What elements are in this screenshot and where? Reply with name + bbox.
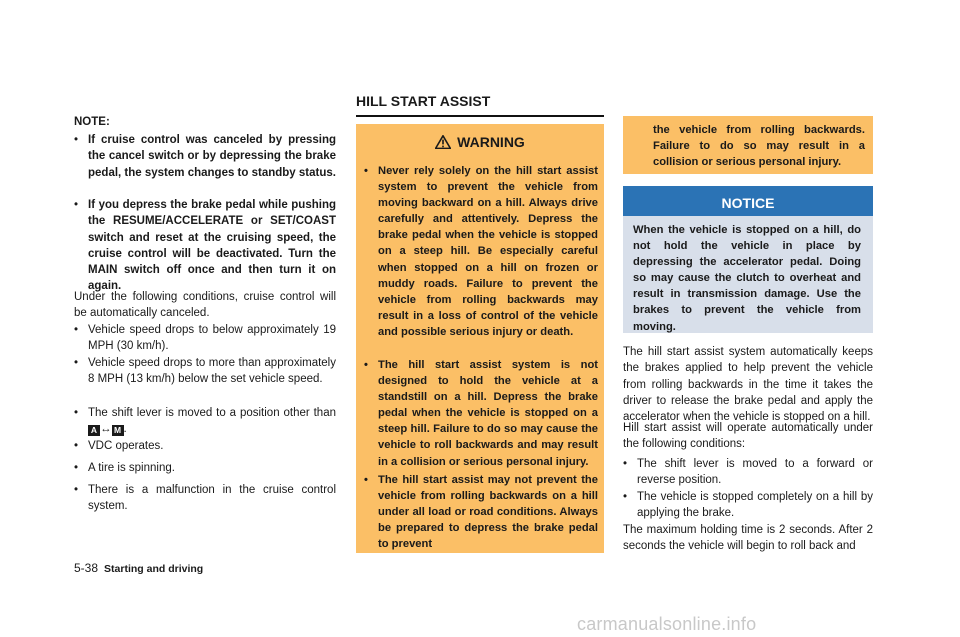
cancel-intro: Under the following conditions, cruise control will be automatically canceled. bbox=[74, 291, 336, 320]
watermark: carmanualsonline.info bbox=[577, 614, 757, 634]
warning-continuation-box bbox=[623, 116, 873, 174]
condition-item bbox=[74, 438, 336, 454]
warning-label: WARNING bbox=[457, 134, 525, 150]
bullet: • bbox=[623, 491, 628, 503]
condition-text: A tire is spinning. bbox=[88, 462, 175, 474]
note-item-text: If you depress the brake pedal while pushing the RESUME/ACCELERATE or SET/COAST switch and reset at the cruising speed, the cruise control will be deactivated. Turn the MAIN switch off once and then turn it on again. bbox=[88, 199, 336, 293]
page-footer bbox=[74, 561, 203, 575]
bullet: • bbox=[74, 357, 79, 369]
condition-item bbox=[74, 405, 336, 438]
condition-item bbox=[623, 456, 873, 489]
bullet: • bbox=[364, 474, 368, 486]
warning-triangle-icon bbox=[435, 135, 451, 149]
bullet: • bbox=[74, 134, 79, 146]
footer-section: Starting and driving bbox=[104, 563, 204, 575]
note-item-text: If cruise control was canceled by pressing the cancel switch or by depressing the brake pedal, the system changes to standby status. bbox=[88, 134, 336, 179]
bullet: • bbox=[623, 458, 628, 470]
bullet: • bbox=[74, 440, 79, 452]
warning-item bbox=[364, 472, 598, 552]
note-item bbox=[74, 197, 336, 295]
period: . bbox=[123, 423, 127, 436]
condition-item bbox=[74, 460, 336, 476]
bullet: • bbox=[364, 359, 368, 371]
warning-item-text: The hill start assist system is not designed to hold the vehicle at a standstill on a hill. Depress the brake pedal when the vehicle is stopped on a steep hill. Failure to do so may cause the vehicle to roll backwards and may result in a collision or serious personal injury. bbox=[378, 359, 598, 468]
notice-box bbox=[623, 186, 873, 333]
warning-header bbox=[356, 134, 604, 150]
page-number: 5-38 bbox=[74, 561, 99, 575]
condition-text: The shift lever is moved to a position other than bbox=[88, 407, 336, 419]
note-item bbox=[74, 132, 336, 181]
bullet: • bbox=[74, 462, 79, 474]
condition-item bbox=[74, 355, 336, 388]
condition-text: There is a malfunction in the cruise control system. bbox=[88, 484, 336, 513]
warning-continuation-text: the vehicle from rolling backwards. Failure to do so may result in a collision or serious personal injury. bbox=[653, 124, 865, 169]
warning-item bbox=[364, 357, 598, 470]
condition-shift bbox=[74, 405, 336, 438]
bullet: • bbox=[74, 324, 79, 336]
condition-text: Vehicle speed drops to more than approximately 8 MPH (13 km/h) below the set vehicle speed. bbox=[88, 357, 336, 386]
bullet: • bbox=[74, 199, 79, 211]
section-title: HILL START ASSIST bbox=[356, 93, 604, 117]
condition-text: Vehicle speed drops to below approximately 19 MPH (30 km/h). bbox=[88, 324, 336, 353]
condition-text: VDC operates. bbox=[88, 440, 164, 452]
note-title: NOTE: bbox=[74, 116, 110, 128]
shift-m-indicator-icon: M bbox=[112, 425, 124, 436]
condition-item bbox=[74, 482, 336, 515]
bullet: • bbox=[364, 165, 368, 177]
bullet: • bbox=[74, 407, 79, 419]
warning-item-text: Never rely solely on the hill start assist system to prevent the vehicle from moving backward on a hill. Always drive carefully and attentively. Depress the brake pedal when the vehicle is stopped on a steep hill. Be especially careful when stopped on a hill on frozen or muddy roads. Failure to prevent the vehicle from rolling backwards may result in a loss of control of the vehicle and possible serious injury or death. bbox=[378, 165, 598, 338]
hill-assist-para: The hill start assist system automatically keeps the brakes applied to help prevent the vehicle from rolling backwards in the time it takes the driver to release the brake pedal and apply the accelerator when the vehicle is stopped on a hill. bbox=[623, 346, 873, 424]
notice-header: NOTICE bbox=[623, 186, 873, 216]
warning-box bbox=[356, 124, 604, 553]
notice-text: When the vehicle is stopped on a hill, do not hold the vehicle in place by depressing the accelerator pedal. Doing so may cause the clutch to overheat and result in transmission damage. Use the brakes to prevent the vehicle from moving. bbox=[633, 224, 861, 333]
holding-time-para: The maximum holding time is 2 seconds. After 2 seconds the vehicle will begin to roll back and bbox=[623, 524, 873, 553]
condition-text: The shift lever is moved to a forward or reverse position. bbox=[637, 458, 873, 487]
hill-assist-conditions-intro: Hill start assist will operate automatically under the following conditions: bbox=[623, 422, 873, 451]
bullet: • bbox=[74, 484, 79, 496]
shift-a-indicator-icon: A bbox=[88, 425, 100, 436]
warning-item-text: The hill start assist may not prevent the vehicle from rolling backwards on a hill under all load or road conditions. Always be prepared to depress the brake pedal to prevent bbox=[378, 474, 598, 551]
condition-text: The vehicle is stopped completely on a hill by applying the brake. bbox=[637, 491, 873, 520]
condition-item bbox=[74, 322, 336, 355]
arrow-both-icon: ↔ bbox=[100, 423, 112, 436]
condition-item bbox=[623, 489, 873, 522]
warning-item bbox=[364, 163, 598, 340]
